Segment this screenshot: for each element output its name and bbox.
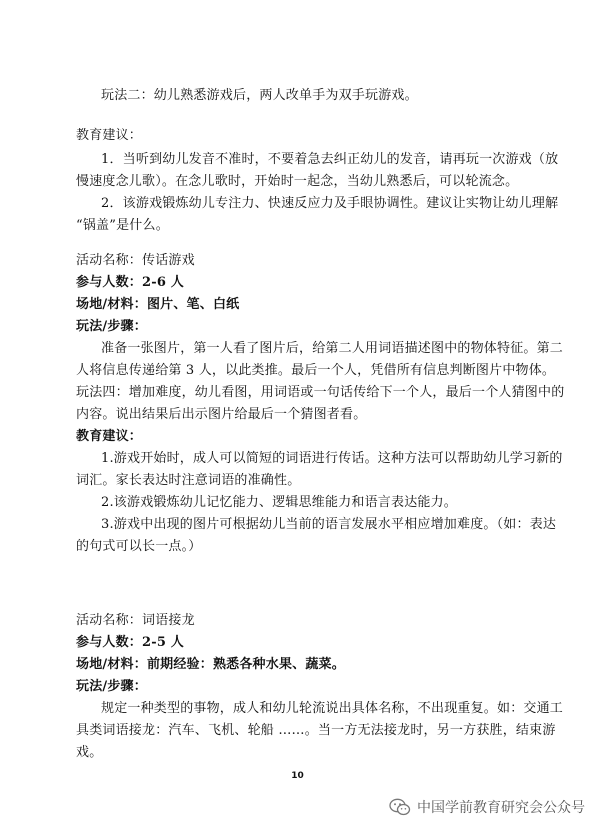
activity-3-step-1-line-1: 规定一种类型的事物，成人和幼儿轮流说出具体名称，不出现重复。如：交通工 <box>101 701 564 716</box>
activity-2-advice-2: 2.该游戏锻炼幼儿记忆能力、逻辑思维能力和语言表达能力。 <box>101 495 458 510</box>
watermark <box>389 797 585 817</box>
activity-3-steps-label: 玩法/步骤： <box>76 679 147 694</box>
activity-2-materials: 场地/材料：图片、笔、白纸 <box>76 297 240 312</box>
watermark-text: 中国学前教育研究会公众号 <box>417 800 585 816</box>
activity-3-step-1-line-3: 戏。 <box>76 745 103 760</box>
play-method-two: 玩法二：幼儿熟悉游戏后，两人改单手为双手玩游戏。 <box>101 88 418 103</box>
activity-2-name: 活动名称：传话游戏 <box>76 253 195 268</box>
activity-2-advice-heading: 教育建议： <box>76 429 143 444</box>
activity-3-materials: 场地/材料：前期经验：熟悉各种水果、蔬菜。 <box>76 657 345 672</box>
advice-item-2-line-1: 2．该游戏锻炼幼儿专注力、快速反应力及手眼协调性。建议让实物让幼儿理解 <box>101 196 559 211</box>
activity-2-step-2-line-1: 玩法四：增加难度，幼儿看图，用词语或一句话传给下一个人，最后一个人猜图中的 <box>76 385 565 400</box>
page-number: 10 <box>291 771 304 781</box>
advice-item-2-line-2: “锅盖”是什么。 <box>76 218 169 233</box>
activity-2-step-2-line-2: 内容。说出结果后出示图片给最后一个猜图者看。 <box>76 407 367 422</box>
activity-3-name: 活动名称：词语接龙 <box>76 613 195 628</box>
activity-2-advice-1-line-2: 词汇。家长表达时注意词语的准确性。 <box>76 473 301 488</box>
activity-2-people: 参与人数：2-6 人 <box>76 275 185 290</box>
activity-2-step-1-line-1: 准备一张图片，第一人看了图片后，给第二人用词语描述图中的物体特征。第二 <box>101 341 564 356</box>
activity-2-steps-label: 玩法/步骤： <box>76 319 147 334</box>
advice-item-1-line-2: 慢速度念儿歌）。在念儿歌时，开始时一起念，当幼儿熟悉后，可以轮流念。 <box>76 174 519 189</box>
wechat-icon <box>389 798 411 816</box>
activity-2-advice-3-line-1: 3.游戏中出现的图片可根据幼儿当前的语言发展水平相应增加难度。（如：表达 <box>101 517 557 532</box>
activity-2-step-1-line-2: 人将信息传递给第 3 人，以此类推。最后一个人，凭借所有信息判断图片中物体。 <box>76 363 556 378</box>
activity-2-advice-3-line-2: 的句式可以长一点。） <box>76 539 202 554</box>
activity-2-advice-1-line-1: 1.游戏开始时，成人可以简短的词语进行传话。这种方法可以帮助幼儿学习新的 <box>101 451 563 466</box>
advice-item-1-line-1: 1．当听到幼儿发音不准时，不要着急去纠正幼儿的发音，请再玩一次游戏（放 <box>101 152 559 167</box>
activity-3-people: 参与人数：2-5 人 <box>76 635 185 650</box>
activity-3-step-1-line-2: 具类词语接龙：汽车、飞机、轮船 ……。当一方无法接龙时，另一方获胜，结束游 <box>76 723 556 738</box>
advice-heading: 教育建议： <box>76 128 143 143</box>
